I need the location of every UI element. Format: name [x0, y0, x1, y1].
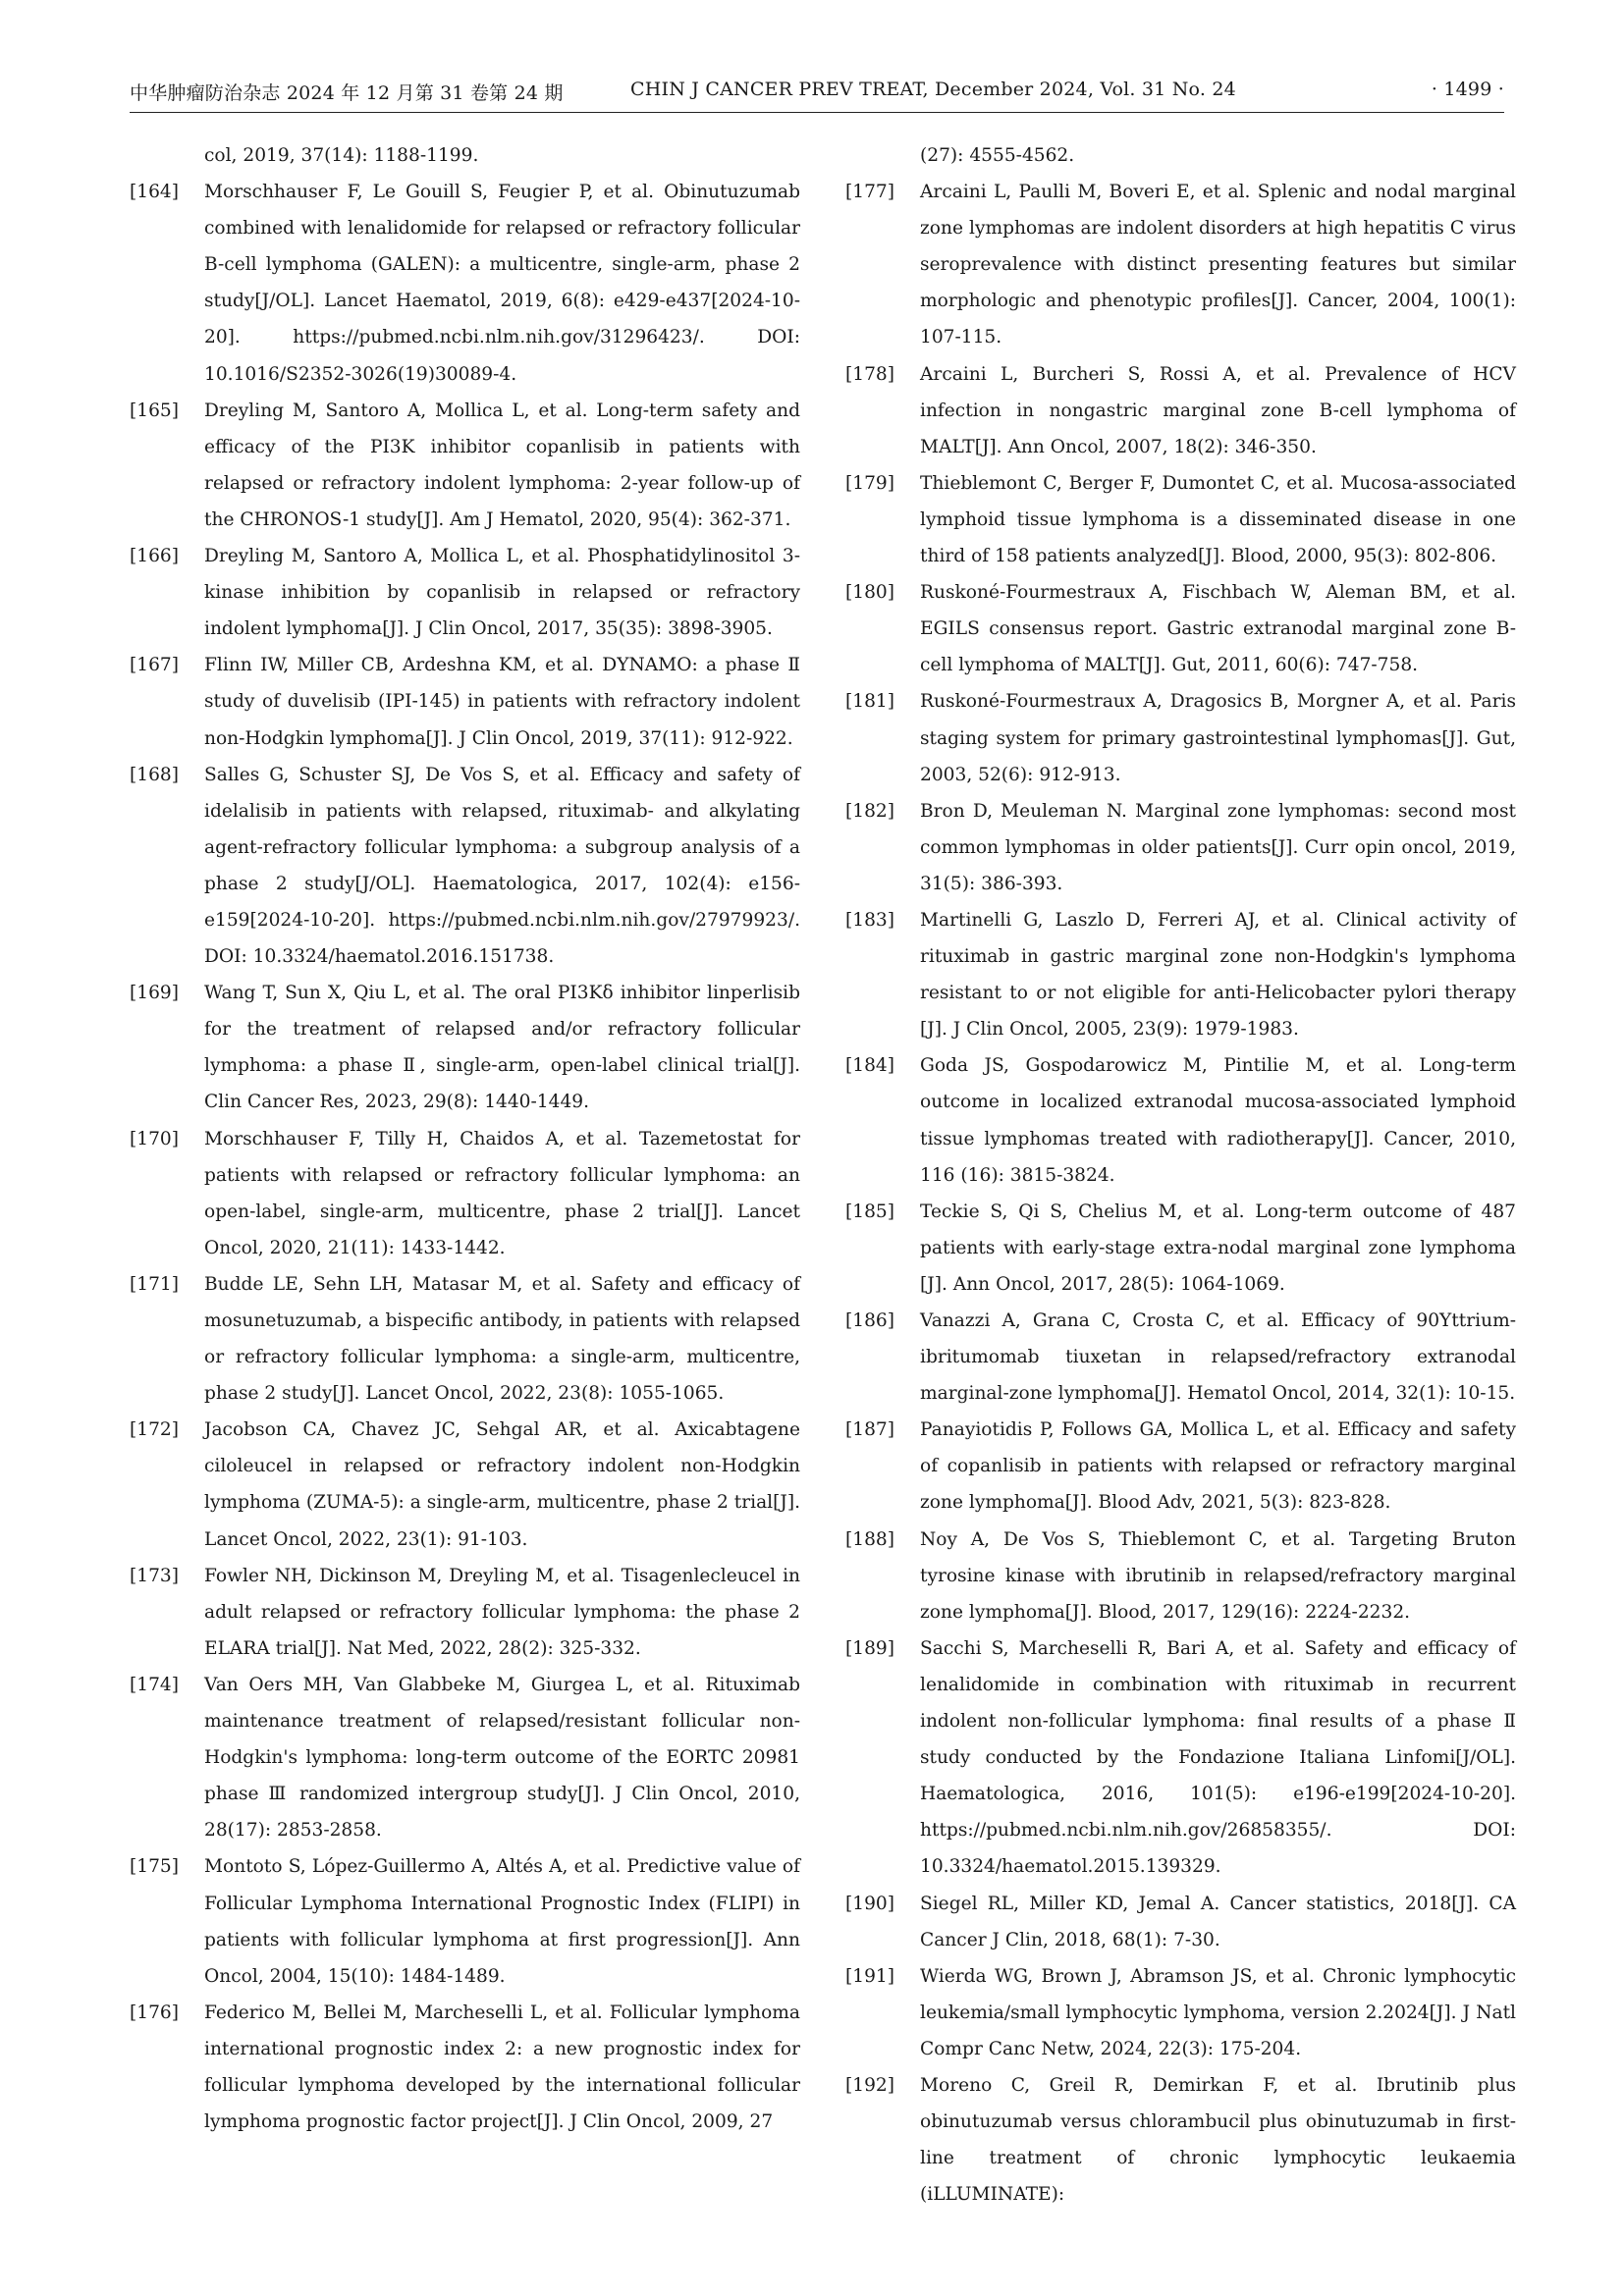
reference-number: [182] — [845, 800, 894, 822]
reference-text: Thieblemont C, Berger F, Dumontet C, et al. Mucosa-associated lymphoid tissue lymphoma is a disseminated disease in one third of 158 patients analyzed[J]. Blood, 2000, 95(3): 802-806. — [920, 472, 1516, 567]
reference-text: Dreyling M, Santoro A, Mollica L, et al. Phosphatidylinositol 3-kinase inhibition by copanlisib in relapsed or refractory indolent lymphoma[J]. J Clin Oncol, 2017, 35(35): 3898-3905. — [204, 546, 800, 640]
reference-text: Bron D, Meuleman N. Marginal zone lymphomas: second most common lymphomas in older patients[J]. Curr opin oncol, 2019, 31(5): 386-393. — [920, 800, 1516, 894]
reference-number: [181] — [845, 691, 894, 713]
reference-entry — [845, 1886, 1516, 1958]
reference-number: [166] — [130, 546, 179, 567]
reference-entry — [845, 1522, 1516, 1630]
journal-title-cn: 中华肿瘤防治杂志 2024 年 12 月第 31 卷第 24 期 — [130, 82, 564, 104]
reference-number: [189] — [845, 1637, 894, 1659]
reference-text: Ruskoné-Fourmestraux A, Fischbach W, Aleman BM, et al. EGILS consensus report. Gastric extranodal marginal zone B-cell lymphoma of MALT[J]. Gut, 2011, 60(6): 747-758. — [920, 582, 1516, 676]
reference-number: [168] — [130, 764, 179, 785]
reference-text: Ruskoné-Fourmestraux A, Dragosics B, Morgner A, et al. Paris staging system for primary gastrointestinal lymphomas[J]. Gut, 2003, 52(6): 912-913. — [920, 691, 1516, 785]
reference-text: Jacobson CA, Chavez JC, Sehgal AR, et al. Axicabtagene ciloleucel in relapsed or refractory indolent non-Hodgkin lymphoma (ZUMA-5): a single-arm, multicentre, phase 2 trial[J]. Lancet Oncol, 2022, 23(1): 91-103. — [204, 1419, 800, 1550]
reference-text: Flinn IW, Miller CB, Ardeshna KM, et al. DYNAMO: a phase Ⅱ study of duvelisib (IPI-145) in patients with refractory indolent non-Hodgkin lymphoma[J]. J Clin Oncol, 2019, 37(11): 912-922. — [204, 655, 800, 749]
reference-text: (27): 4555-4562. — [920, 145, 1075, 166]
reference-entry — [130, 647, 800, 756]
reference-entry — [130, 174, 800, 393]
reference-number: [190] — [845, 1893, 894, 1914]
reference-number: [171] — [130, 1273, 179, 1295]
reference-continuation — [845, 137, 1516, 174]
reference-number: [169] — [130, 983, 179, 1004]
reference-number: [174] — [130, 1674, 179, 1695]
reference-number: [177] — [845, 182, 894, 203]
reference-entry — [845, 356, 1516, 465]
reference-text: Arcaini L, Burcheri S, Rossi A, et al. Prevalence of HCV infection in nongastric marginal zone B-cell lymphoma of MALT[J]. Ann Oncol, 2007, 18(2): 346-350. — [920, 363, 1516, 457]
reference-column-left — [130, 137, 800, 2140]
reference-text: Wierda WG, Brown J, Abramson JS, et al. Chronic lymphocytic leukemia/small lymphocytic lymphoma, version 2.2024[J]. J Natl Compr Canc Netw, 2024, 22(3): 175-204. — [920, 1965, 1516, 2059]
reference-entry — [845, 1303, 1516, 1412]
reference-number: [180] — [845, 582, 894, 604]
reference-entry — [130, 757, 800, 976]
reference-text: Wang T, Sun X, Qiu L, et al. The oral PI3Kδ inhibitor linperlisib for the treatment of relapsed and/or refractory follicular lymphoma: a phase Ⅱ, single-arm, open-label clinical trial[J]. Clin Cancer Res, 2023, 29(8): 1440-1449. — [204, 983, 800, 1113]
reference-number: [172] — [130, 1419, 179, 1441]
reference-text: Goda JS, Gospodarowicz M, Pintilie M, et al. Long-term outcome in localized extranodal mucosa-associated lymphoid tissue lymphomas treated with radiotherapy[J]. Cancer, 2010, 116 (16): 3815-3824. — [920, 1055, 1516, 1186]
reference-text: Martinelli G, Laszlo D, Ferreri AJ, et al. Clinical activity of rituximab in gastric marginal zone non-Hodgkin's lymphoma resistant to or not eligible for anti-Helicobacter pylori therapy [J]. J Clin Oncol, 2005, 23(9): 1979-1983. — [920, 909, 1516, 1041]
reference-number: [179] — [845, 472, 894, 494]
journal-citation: CHIN J CANCER PREV TREAT, December 2024, Vol. 31 No. 24 — [630, 79, 1236, 100]
reference-number: [192] — [845, 2074, 894, 2096]
running-header — [130, 69, 1504, 114]
reference-text: Panayiotidis P, Follows GA, Mollica L, et al. Efficacy and safety of copanlisib in patients with relapsed or refractory marginal zone lymphoma[J]. Blood Adv, 2021, 5(3): 823-828. — [920, 1419, 1516, 1514]
page-number: · 1499 · — [1431, 79, 1504, 100]
reference-text: Fowler NH, Dickinson M, Dreyling M, et al. Tisagenlecleucel in adult relapsed or refractory follicular lymphoma: the phase 2 ELARA trial[J]. Nat Med, 2022, 28(2): 325-332. — [204, 1565, 800, 1659]
reference-entry — [130, 1667, 800, 1848]
reference-number: [175] — [130, 1856, 179, 1878]
reference-text: col, 2019, 37(14): 1188-1199. — [204, 145, 479, 166]
reference-entry — [845, 2067, 1516, 2213]
reference-text: Montoto S, López-Guillermo A, Altés A, et al. Predictive value of Follicular Lymphoma International Prognostic Index (FLIPI) in patients with follicular lymphoma at first progression[J]. Ann Oncol, 2004, 15(10): 1484-1489. — [204, 1856, 800, 1987]
reference-text: Siegel RL, Miller KD, Jemal A. Cancer statistics, 2018[J]. CA Cancer J Clin, 2018, 68(1): 7-30. — [920, 1893, 1516, 1950]
reference-entry — [845, 1630, 1516, 1886]
reference-number: [165] — [130, 400, 179, 421]
header-rule — [130, 112, 1504, 113]
reference-text: Federico M, Bellei M, Marcheselli L, et al. Follicular lymphoma international prognostic index 2: a new prognostic index for follicular lymphoma developed by the international follicular lymphoma prognostic factor project[J]. J Clin Oncol, 2009, 27 — [204, 2002, 800, 2133]
reference-entry — [845, 902, 1516, 1047]
reference-entry — [130, 1412, 800, 1557]
reference-entry — [130, 1266, 800, 1412]
reference-number: [184] — [845, 1055, 894, 1077]
reference-number: [178] — [845, 363, 894, 385]
reference-number: [191] — [845, 1965, 894, 1987]
reference-number: [185] — [845, 1201, 894, 1222]
reference-number: [183] — [845, 909, 894, 931]
reference-text: Noy A, De Vos S, Thieblemont C, et al. Targeting Bruton tyrosine kinase with ibrutinib in relapsed/refractory marginal zone lymphoma[J]. Blood, 2017, 129(16): 2224-2232. — [920, 1528, 1516, 1623]
reference-entry — [845, 174, 1516, 355]
reference-continuation — [130, 137, 800, 174]
reference-entry — [845, 574, 1516, 683]
reference-text: Arcaini L, Paulli M, Boveri E, et al. Splenic and nodal marginal zone lymphomas are indolent disorders at high hepatitis C virus seroprevalence with distinct presenting features but similar morphologic and phenotypic profiles[J]. Cancer, 2004, 100(1): 107-115. — [920, 182, 1516, 348]
reference-number: [170] — [130, 1128, 179, 1149]
reference-entry — [130, 975, 800, 1120]
reference-entry — [845, 1194, 1516, 1303]
reference-text: Dreyling M, Santoro A, Mollica L, et al. Long-term safety and efficacy of the PI3K inhibitor copanlisib in patients with relapsed or refractory indolent lymphoma: 2-year follow-up of the CHRONOS-1 study[J]. Am J Hematol, 2020, 95(4): 362-371. — [204, 400, 800, 530]
reference-text: Morschhauser F, Tilly H, Chaidos A, et al. Tazemetostat for patients with relapsed or refractory follicular lymphoma: an open-label, single-arm, multicentre, phase 2 trial[J]. Lancet Oncol, 2020, 21(11): 1433-1442. — [204, 1128, 800, 1258]
reference-text: Salles G, Schuster SJ, De Vos S, et al. Efficacy and safety of idelalisib in patients with relapsed, rituximab- and alkylating agent-refractory follicular lymphoma: a subgroup analysis of a phase 2 study[J/OL]. Haematologica, 2017, 102(4): e156-e159[2024-10-20]. https://pubmed.ncbi.nlm.nih.gov/27979923/. DOI: 10.3324/haematol.2016.151738. — [204, 764, 800, 968]
reference-text: Teckie S, Qi S, Chelius M, et al. Long-term outcome of 487 patients with early-stage extra-nodal marginal zone lymphoma [J]. Ann Oncol, 2017, 28(5): 1064-1069. — [920, 1201, 1516, 1295]
reference-number: [173] — [130, 1565, 179, 1586]
reference-entry — [845, 1412, 1516, 1521]
reference-entry — [130, 393, 800, 538]
reference-entry — [130, 1558, 800, 1667]
reference-number: [186] — [845, 1310, 894, 1331]
reference-entry — [130, 1121, 800, 1266]
reference-entry — [130, 1995, 800, 2140]
reference-text: Budde LE, Sehn LH, Matasar M, et al. Safety and efficacy of mosunetuzumab, a bispecific antibody, in patients with relapsed or refractory follicular lymphoma: a single-arm, multicentre, phase 2 study[J]. Lancet Oncol, 2022, 23(8): 1055-1065. — [204, 1273, 800, 1405]
reference-text: Van Oers MH, Van Glabbeke M, Giurgea L, et al. Rituximab maintenance treatment of relapsed/resistant follicular non-Hodgkin's lymphoma: long-term outcome of the EORTC 20981 phase Ⅲ randomized intergroup study[J]. J Clin Oncol, 2010, 28(17): 2853-2858. — [204, 1674, 800, 1842]
reference-number: [187] — [845, 1419, 894, 1441]
reference-entry — [845, 1047, 1516, 1193]
reference-entry — [845, 1958, 1516, 2067]
reference-number: [188] — [845, 1528, 894, 1550]
reference-number: [176] — [130, 2002, 179, 2023]
reference-entry — [845, 793, 1516, 902]
reference-text: Vanazzi A, Grana C, Crosta C, et al. Efficacy of 90Yttrium-ibritumomab tiuxetan in relapsed/refractory extranodal marginal-zone lymphoma[J]. Hematol Oncol, 2014, 32(1): 10-15. — [920, 1310, 1516, 1405]
reference-text: Sacchi S, Marcheselli R, Bari A, et al. Safety and efficacy of lenalidomide in combination with rituximab in recurrent indolent non-follicular lymphoma: final results of a phase Ⅱ study conducted by the Fondazione Italiana Linfomi[J/OL]. Haematologica, 2016, 101(5): e196-e199[2024-10-20]. https://pubmed.ncbi.nlm.nih.gov/26858355/. DOI: 10.3324/haematol.2015.139329. — [920, 1637, 1516, 1878]
reference-number: [164] — [130, 182, 179, 203]
reference-entry — [845, 465, 1516, 574]
reference-text: Moreno C, Greil R, Demirkan F, et al. Ibrutinib plus obinutuzumab versus chlorambucil plus obinutuzumab in first-line treatment of chronic lymphocytic leukaemia (iLLUMINATE): — [920, 2074, 1516, 2206]
reference-entry — [845, 683, 1516, 792]
reference-text: Morschhauser F, Le Gouill S, Feugier P, et al. Obinutuzumab combined with lenalidomide for relapsed or refractory follicular B-cell lymphoma (GALEN): a multicentre, single-arm, phase 2 study[J/OL]. Lancet Haematol, 2019, 6(8): e429-e437[2024-10-20]. https://pubmed.ncbi.nlm.nih.gov/31296423/. DOI: 10.1016/S2352-3026(19)30089-4. — [204, 182, 800, 385]
reference-column-right — [845, 137, 1516, 2213]
reference-entry — [130, 1848, 800, 1994]
reference-number: [167] — [130, 655, 179, 676]
reference-entry — [130, 538, 800, 647]
